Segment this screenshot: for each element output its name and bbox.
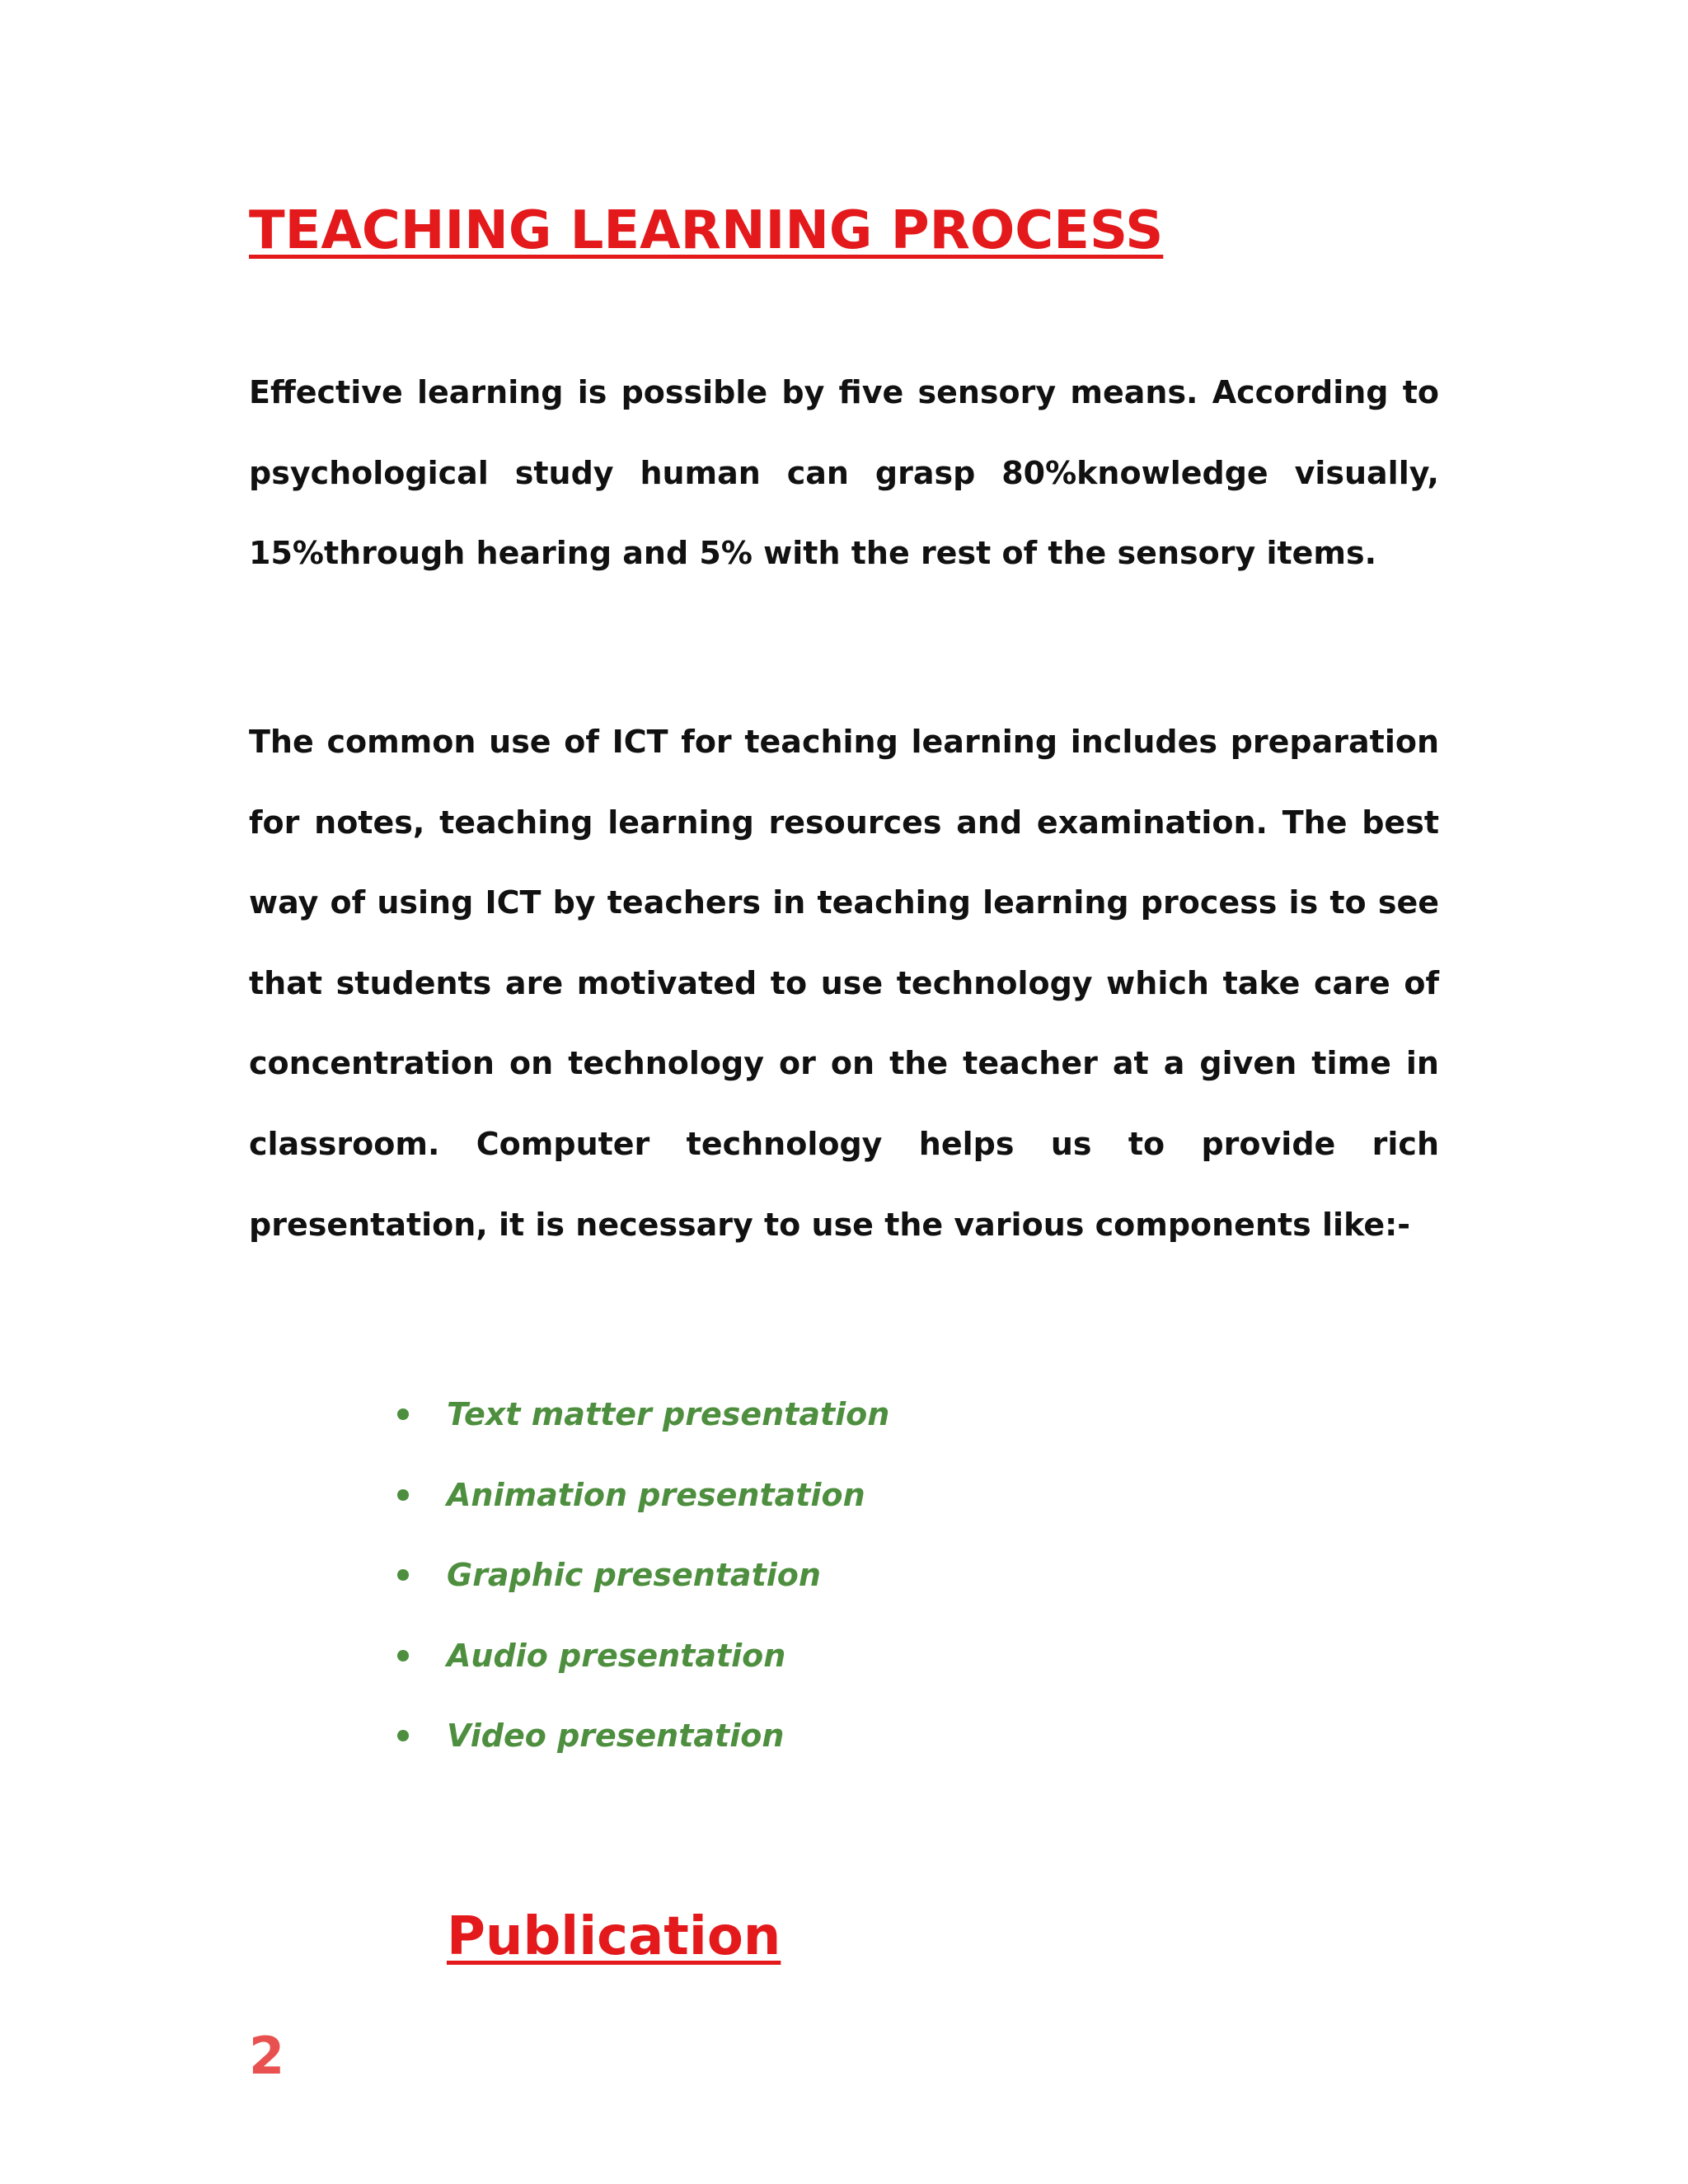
list-item-label: Graphic presentation bbox=[447, 1557, 821, 1594]
bullet-icon bbox=[397, 1408, 409, 1420]
paragraph-sensory-learning: Effective learning is possible by five sensory means. According to psychological study human can grasp 80%knowledge visually, 15%through hearing and 5% with the rest of the sensory items. bbox=[249, 374, 1439, 572]
page-number: 2 bbox=[249, 2026, 285, 2086]
page-title: TEACHING LEARNING PROCESS bbox=[249, 200, 1164, 261]
bullet-icon bbox=[397, 1650, 409, 1661]
bullet-icon bbox=[397, 1730, 409, 1741]
list-item-label: Text matter presentation bbox=[447, 1396, 890, 1432]
bullet-icon bbox=[397, 1489, 409, 1501]
list-item-label: Video presentation bbox=[447, 1718, 785, 1755]
list-item-label: Audio presentation bbox=[447, 1637, 786, 1674]
bullet-icon bbox=[397, 1569, 409, 1581]
list-item-label: Animation presentation bbox=[447, 1476, 865, 1513]
paragraph-ict-use: The common use of ICT for teaching learning includes preparation for notes, teaching learning resources and examination. The best way of using ICT by teachers in teaching learning process is to see that students are motivated to use technology which take care of concentration on technology or on the teacher at a given time in classroom. Computer technology helps us to provide rich presentation, it is necessary to use the various components like:- bbox=[249, 724, 1439, 1243]
section-heading-publication: Publication bbox=[447, 1906, 781, 1967]
